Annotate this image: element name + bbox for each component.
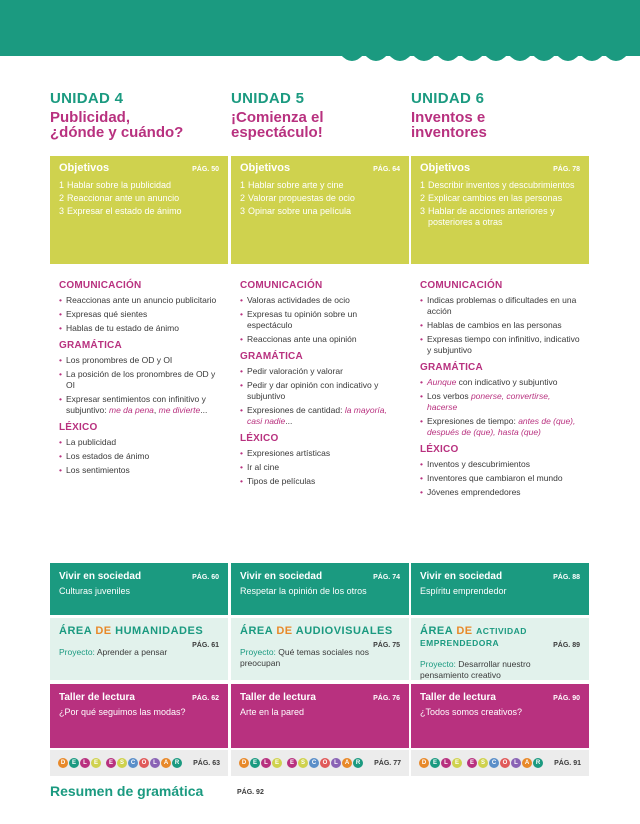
list-item: • Ir al cine: [240, 462, 400, 473]
lexico-list: [240, 448, 400, 487]
objetivo-text: Opinar sobre una película: [248, 206, 352, 216]
escolar-letter: O: [500, 758, 510, 768]
area-de: DE: [456, 625, 473, 637]
page-number: PÁG. 90: [553, 695, 580, 702]
gramatica-heading: GRAMÁTICA: [420, 362, 483, 373]
area-word: ÁREA: [420, 625, 453, 637]
lexico-heading: LÉXICO: [420, 444, 459, 455]
dele-escolar-box[interactable]: [231, 750, 409, 776]
item-text-part: Expresiones de cantidad:: [247, 405, 345, 415]
objetivo-text: Hablar sobre arte y cine: [248, 180, 344, 190]
list-item: • Reaccionas ante un anuncio publicitario: [59, 295, 219, 306]
objetivo-text: Describir inventos y descubrimientos: [428, 180, 575, 190]
unit-subtitle-line: espectáculo!: [231, 124, 323, 141]
resumen-gramatica-link[interactable]: Resumen de gramática: [50, 783, 204, 799]
taller-text: ¿Por qué seguimos las modas?: [59, 707, 186, 717]
escolar-letter: E: [287, 758, 297, 768]
area-word: ÁREA: [59, 625, 92, 637]
gramatica-list: [59, 355, 219, 416]
objetivo-text: Reaccionar ante un anuncio: [67, 193, 180, 203]
objetivo-number: 2: [240, 193, 246, 203]
vivir-text: Espíritu emprendedor: [420, 586, 507, 596]
contenidos-box: [411, 268, 589, 558]
taller-text: Arte en la pared: [240, 707, 305, 717]
escolar-letter: A: [161, 758, 171, 768]
objetivo-number: 2: [59, 193, 65, 203]
item-text-part: me da pena: [109, 405, 154, 415]
unit-header: [50, 90, 228, 140]
list-item: [59, 394, 219, 416]
item-text-part: Pedir valoración y valorar: [247, 366, 343, 376]
vivir-header: [420, 571, 580, 582]
unit-title: UNIDAD 5: [231, 90, 305, 107]
escolar-letter: C: [489, 758, 499, 768]
dele-logo: [419, 758, 462, 768]
taller-header: [420, 692, 580, 703]
escolar-letter: C: [309, 758, 319, 768]
wave-decoration: [340, 54, 640, 66]
dele-letter: E: [452, 758, 462, 768]
escolar-letter: E: [467, 758, 477, 768]
list-item: [59, 369, 219, 391]
area-box[interactable]: [411, 618, 589, 680]
objetivo-text: Explicar cambios en las personas: [428, 193, 563, 203]
proyecto-text: Aprender a pensar: [96, 647, 168, 657]
contenidos-box: [231, 268, 409, 558]
objetivo-text: Expresar el estado de ánimo: [67, 206, 182, 216]
page-number: PÁG. 75: [373, 642, 400, 649]
lexico-heading: LÉXICO: [240, 433, 279, 444]
objetivo-item: [240, 193, 400, 204]
list-item: • Expresas qué sientes: [59, 309, 219, 320]
unit-subtitle: [231, 110, 409, 140]
comunicacion-heading: COMUNICACIÓN: [240, 280, 323, 291]
gramatica-list: [240, 366, 400, 427]
taller-header: [240, 692, 400, 703]
page-number: PÁG. 78: [553, 166, 580, 173]
vivir-header: [240, 571, 400, 582]
area-name: HUMANIDADES: [115, 625, 204, 637]
escolar-letter: S: [298, 758, 308, 768]
list-item: [420, 416, 580, 438]
dele-logo: [58, 758, 101, 768]
vivir-text: Respetar la opinión de los otros: [240, 586, 367, 596]
page-number: PÁG. 60: [192, 574, 219, 581]
page-number: PÁG. 88: [553, 574, 580, 581]
proyecto-label: Proyecto:: [240, 647, 276, 657]
contenidos-box: [50, 268, 228, 558]
objetivo-number: 1: [420, 180, 426, 190]
vivir-en-sociedad-box[interactable]: [50, 563, 228, 615]
vivir-label: Vivir en sociedad: [240, 571, 323, 582]
objetivos-label: Objetivos: [420, 162, 471, 174]
taller-label: Taller de lectura: [59, 692, 135, 703]
list-item: • Los sentimientos: [59, 465, 219, 476]
escolar-letter: C: [128, 758, 138, 768]
list-item: [240, 366, 400, 377]
header-band: [0, 0, 640, 56]
objetivo-item: [420, 180, 580, 191]
escolar-logo: [287, 758, 363, 768]
unit-subtitle-line: Publicidad,: [50, 109, 131, 126]
escolar-letter: E: [106, 758, 116, 768]
objetivo-text: Hablar sobre la publicidad: [67, 180, 172, 190]
escolar-letter: R: [533, 758, 543, 768]
objetivos-header: [240, 162, 400, 174]
escolar-letter: S: [117, 758, 127, 768]
escolar-letter: L: [331, 758, 341, 768]
page-number: PÁG. 76: [373, 695, 400, 702]
item-text-part: Los verbos: [427, 391, 471, 401]
vivir-header: [59, 571, 219, 582]
list-item: • Indicas problemas o dificultades en una acción: [420, 295, 580, 317]
item-text-part: me divierte: [158, 405, 201, 415]
page-number: PÁG. 62: [192, 695, 219, 702]
dele-letter: E: [69, 758, 79, 768]
unit-title: UNIDAD 6: [411, 90, 485, 107]
area-title: [240, 625, 400, 637]
page-number: PÁG. 91: [554, 759, 581, 767]
list-item: • Expresas tiempo con infinitivo, indicativo y subjuntivo: [420, 334, 580, 356]
comunicacion-list: [240, 295, 400, 345]
escolar-logo: [467, 758, 543, 768]
escolar-letter: R: [172, 758, 182, 768]
escolar-letter: S: [478, 758, 488, 768]
proyecto-text: Qué temas sociales nos preocupan: [240, 647, 369, 668]
list-item: • Hablas de cambios en las personas: [420, 320, 580, 331]
list-item: [240, 405, 400, 427]
vivir-en-sociedad-box[interactable]: [411, 563, 589, 615]
list-item: • Hablas de tu estado de ánimo: [59, 323, 219, 334]
gramatica-list: [420, 377, 580, 438]
dele-escolar-box[interactable]: [50, 750, 228, 776]
list-item: • Reaccionas ante una opinión: [240, 334, 400, 345]
dele-letter: E: [272, 758, 282, 768]
page-number: PÁG. 89: [553, 642, 580, 649]
item-text-part: Los pronombres de OD y OI: [66, 355, 173, 365]
dele-letter: L: [261, 758, 271, 768]
area-title: [59, 625, 219, 637]
comunicacion-heading: COMUNICACIÓN: [59, 280, 142, 291]
unit-subtitle-line: ¡Comienza el: [231, 109, 324, 126]
unit-subtitle-line: Inventos e: [411, 109, 486, 126]
unit-subtitle-line: inventores: [411, 124, 487, 141]
dele-logo: [239, 758, 282, 768]
escolar-letter: A: [342, 758, 352, 768]
escolar-letter: L: [511, 758, 521, 768]
escolar-letter: O: [139, 758, 149, 768]
objetivo-text: Valorar propuestas de ocio: [248, 193, 355, 203]
comunicacion-list: [420, 295, 580, 356]
comunicacion-list: [59, 295, 219, 334]
list-item: • Expresiones artísticas: [240, 448, 400, 459]
item-text-part: ,: [153, 405, 159, 415]
area-name: ACTIVIDAD EMPRENDEDORA: [420, 626, 527, 648]
dele-letter: D: [239, 758, 249, 768]
unit-header: [411, 90, 589, 140]
unit-title: UNIDAD 4: [50, 90, 124, 107]
unit-subtitle-line: ¿dónde y cuándo?: [50, 124, 184, 141]
vivir-label: Vivir en sociedad: [59, 571, 142, 582]
list-item: [240, 380, 400, 402]
list-item: • Inventores que cambiaron el mundo: [420, 473, 580, 484]
objetivo-number: 3: [240, 206, 246, 216]
objetivos-box: [411, 156, 589, 264]
comunicacion-heading: COMUNICACIÓN: [420, 280, 503, 291]
dele-escolar-box[interactable]: [411, 750, 589, 776]
objetivo-number: 3: [59, 206, 65, 216]
dele-letter: E: [250, 758, 260, 768]
list-item: • Inventos y descubrimientos: [420, 459, 580, 470]
unit-subtitle: [411, 110, 589, 140]
area-box[interactable]: [50, 618, 228, 680]
page-number: PÁG. 64: [373, 166, 400, 173]
dele-letter: L: [441, 758, 451, 768]
objetivos-box: [50, 156, 228, 264]
dele-letter: E: [430, 758, 440, 768]
objetivo-item: [240, 180, 400, 191]
dele-letter: D: [419, 758, 429, 768]
objetivo-number: 1: [240, 180, 246, 190]
proyecto-line: [420, 659, 580, 681]
list-item: [420, 377, 580, 388]
objetivo-item: [420, 206, 580, 228]
taller-label: Taller de lectura: [420, 692, 496, 703]
objetivo-item: [59, 193, 219, 204]
taller-text: ¿Todos somos creativos?: [420, 707, 523, 717]
item-text-part: Pedir y dar opinión con indicativo y subjuntivo: [247, 380, 379, 401]
list-item: [420, 391, 580, 413]
objetivo-item: [59, 206, 219, 217]
list-item: • Expresas tu opinión sobre un espectáculo: [240, 309, 400, 331]
resumen-page-number: PÁG. 92: [237, 789, 264, 796]
item-text-part: con indicativo y subjuntivo: [456, 377, 558, 387]
page-number: PÁG. 61: [192, 642, 219, 649]
list-item: [59, 355, 219, 366]
list-item: • Los estados de ánimo: [59, 451, 219, 462]
dele-letter: L: [80, 758, 90, 768]
unit-subtitle: [50, 110, 228, 140]
page-number: PÁG. 77: [374, 759, 401, 767]
escolar-letter: L: [150, 758, 160, 768]
page-number: PÁG. 74: [373, 574, 400, 581]
dele-letter: E: [91, 758, 101, 768]
area-box[interactable]: [231, 618, 409, 680]
unit-header: [231, 90, 409, 140]
item-text-part: ...: [285, 416, 293, 426]
taller-label: Taller de lectura: [240, 692, 316, 703]
objetivos-label: Objetivos: [240, 162, 291, 174]
item-text-part: la mayoría, casi nadie: [247, 405, 387, 426]
item-text-part: Aunque: [427, 377, 457, 387]
vivir-en-sociedad-box[interactable]: [231, 563, 409, 615]
escolar-letter: A: [522, 758, 532, 768]
dele-letter: D: [58, 758, 68, 768]
gramatica-heading: GRAMÁTICA: [59, 340, 122, 351]
objetivos-label: Objetivos: [59, 162, 110, 174]
lexico-heading: LÉXICO: [59, 422, 98, 433]
taller-de-lectura-box[interactable]: [231, 684, 409, 748]
objetivo-text: Hablar de acciones anteriores y posteriores a otras: [428, 206, 555, 227]
proyecto-label: Proyecto:: [59, 647, 95, 657]
item-text-part: Expresiones de tiempo:: [427, 416, 519, 426]
taller-de-lectura-box[interactable]: [50, 684, 228, 748]
taller-de-lectura-box[interactable]: [411, 684, 589, 748]
item-text-part: ...: [200, 405, 208, 415]
vivir-text: Culturas juveniles: [59, 586, 131, 596]
lexico-list: [420, 459, 580, 498]
objetivo-item: [59, 180, 219, 191]
objetivos-header: [59, 162, 219, 174]
objetivos-header: [420, 162, 580, 174]
vivir-label: Vivir en sociedad: [420, 571, 503, 582]
escolar-letter: R: [353, 758, 363, 768]
item-text-part: La posición de los pronombres de OD y OI: [66, 369, 216, 390]
area-word: ÁREA: [240, 625, 273, 637]
list-item: • Tipos de películas: [240, 476, 400, 487]
proyecto-line: [240, 647, 400, 669]
lexico-list: [59, 437, 219, 476]
list-item: • Jóvenes emprendedores: [420, 487, 580, 498]
proyecto-text: Desarrollar nuestro pensamiento creativo: [420, 659, 531, 680]
list-item: • La publicidad: [59, 437, 219, 448]
taller-header: [59, 692, 219, 703]
proyecto-label: Proyecto:: [420, 659, 456, 669]
list-item: • Valoras actividades de ocio: [240, 295, 400, 306]
page-number: PÁG. 50: [192, 166, 219, 173]
objetivo-number: 1: [59, 180, 65, 190]
escolar-logo: [106, 758, 182, 768]
objetivo-number: 3: [420, 206, 426, 216]
item-text-part: antes de (que), después de (que), hasta (que): [427, 416, 576, 437]
objetivo-item: [240, 206, 400, 217]
gramatica-heading: GRAMÁTICA: [240, 351, 303, 362]
area-de: DE: [276, 625, 293, 637]
area-name: AUDIOVISUALES: [295, 625, 393, 637]
page-number: PÁG. 63: [193, 759, 220, 767]
objetivo-item: [420, 193, 580, 204]
item-text-part: Expresar sentimientos con infinitivo y subjuntivo:: [66, 394, 206, 415]
area-de: DE: [95, 625, 112, 637]
objetivo-number: 2: [420, 193, 426, 203]
item-text-part: ponerse, convertirse, hacerse: [427, 391, 551, 412]
escolar-letter: O: [320, 758, 330, 768]
objetivos-box: [231, 156, 409, 264]
